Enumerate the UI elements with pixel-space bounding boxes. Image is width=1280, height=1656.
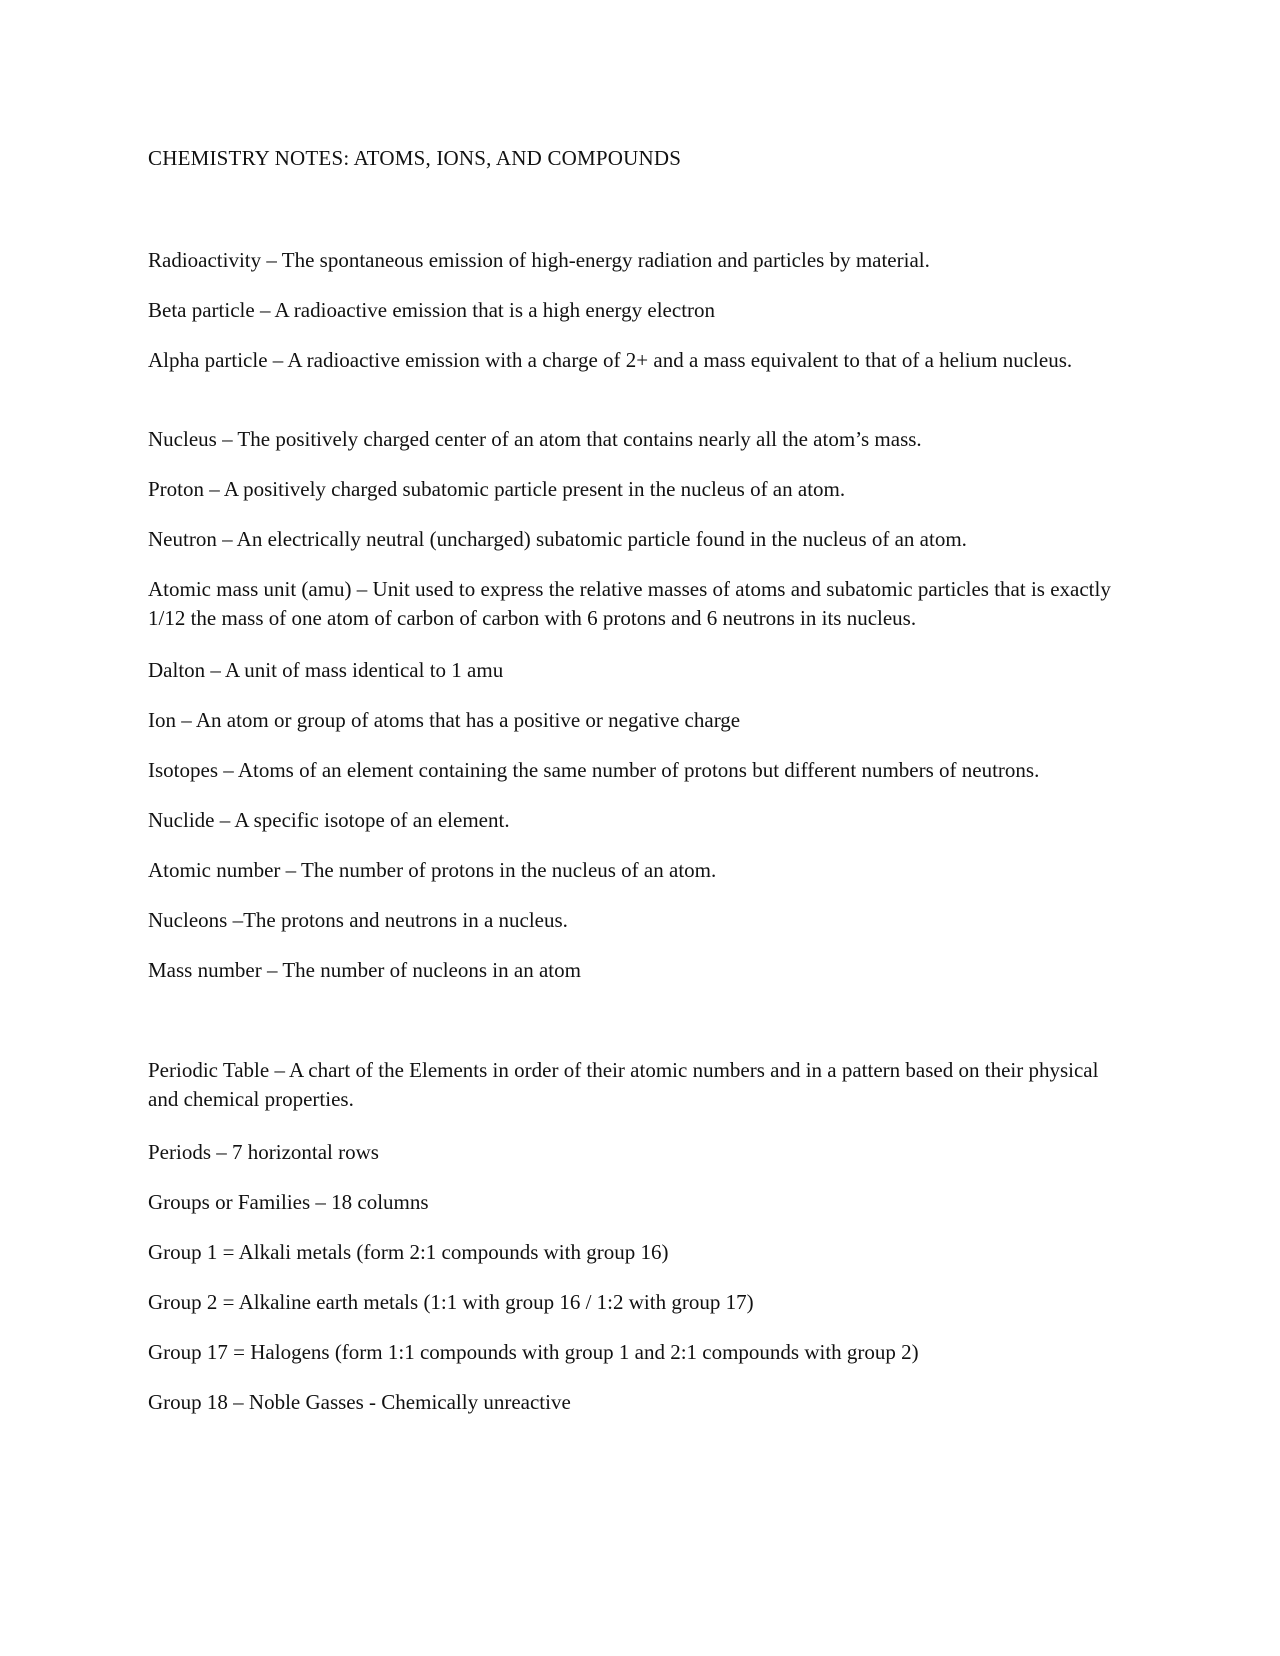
- document-title: CHEMISTRY NOTES: ATOMS, IONS, AND COMPOUNDS: [148, 146, 682, 170]
- definition-radioactivity: Radioactivity – The spontaneous emission of high-energy radiation and particles by material.: [148, 248, 930, 272]
- definition-proton: Proton – A positively charged subatomic particle present in the nucleus of an atom.: [148, 477, 846, 501]
- definition-isotopes: Isotopes – Atoms of an element containing the same number of protons but different numbers of neutrons.: [148, 758, 1040, 782]
- definition-nuclide: Nuclide – A specific isotope of an element.: [148, 808, 510, 832]
- definition-dalton: Dalton – A unit of mass identical to 1 amu: [148, 658, 504, 682]
- definition-ion: Ion – An atom or group of atoms that has a positive or negative charge: [148, 708, 741, 732]
- definition-group-1: Group 1 = Alkali metals (form 2:1 compounds with group 16): [148, 1240, 669, 1264]
- definition-neutron: Neutron – An electrically neutral (uncharged) subatomic particle found in the nucleus of an atom.: [148, 527, 967, 551]
- definition-beta-particle: Beta particle – A radioactive emission that is a high energy electron: [148, 298, 716, 322]
- definition-groups: Groups or Families – 18 columns: [148, 1190, 429, 1214]
- definition-periods: Periods – 7 horizontal rows: [148, 1140, 379, 1164]
- definition-periodic-table: Periodic Table – A chart of the Elements in order of their atomic numbers and in a pattern based on their physical and chemical properties.: [148, 1058, 1099, 1111]
- definition-group-2: Group 2 = Alkaline earth metals (1:1 with group 16 / 1:2 with group 17): [148, 1290, 754, 1314]
- definition-group-18: Group 18 – Noble Gasses - Chemically unreactive: [148, 1390, 571, 1414]
- definition-atomic-number: Atomic number – The number of protons in the nucleus of an atom.: [148, 858, 717, 882]
- definition-nucleons: Nucleons –The protons and neutrons in a nucleus.: [148, 908, 568, 932]
- definition-atomic-mass-unit: Atomic mass unit (amu) – Unit used to express the relative masses of atoms and subatomic particles that is exactly 1/12 the mass of one atom of carbon of carbon with 6 protons and 6 neutrons in its nucleus.: [148, 577, 1111, 630]
- definition-group-17: Group 17 = Halogens (form 1:1 compounds with group 1 and 2:1 compounds with group 2): [148, 1340, 919, 1364]
- definition-alpha-particle: Alpha particle – A radioactive emission with a charge of 2+ and a mass equivalent to that of a helium nucleus.: [148, 348, 1073, 372]
- definition-nucleus: Nucleus – The positively charged center of an atom that contains nearly all the atom’s mass.: [148, 427, 922, 451]
- definition-mass-number: Mass number – The number of nucleons in an atom: [148, 958, 581, 982]
